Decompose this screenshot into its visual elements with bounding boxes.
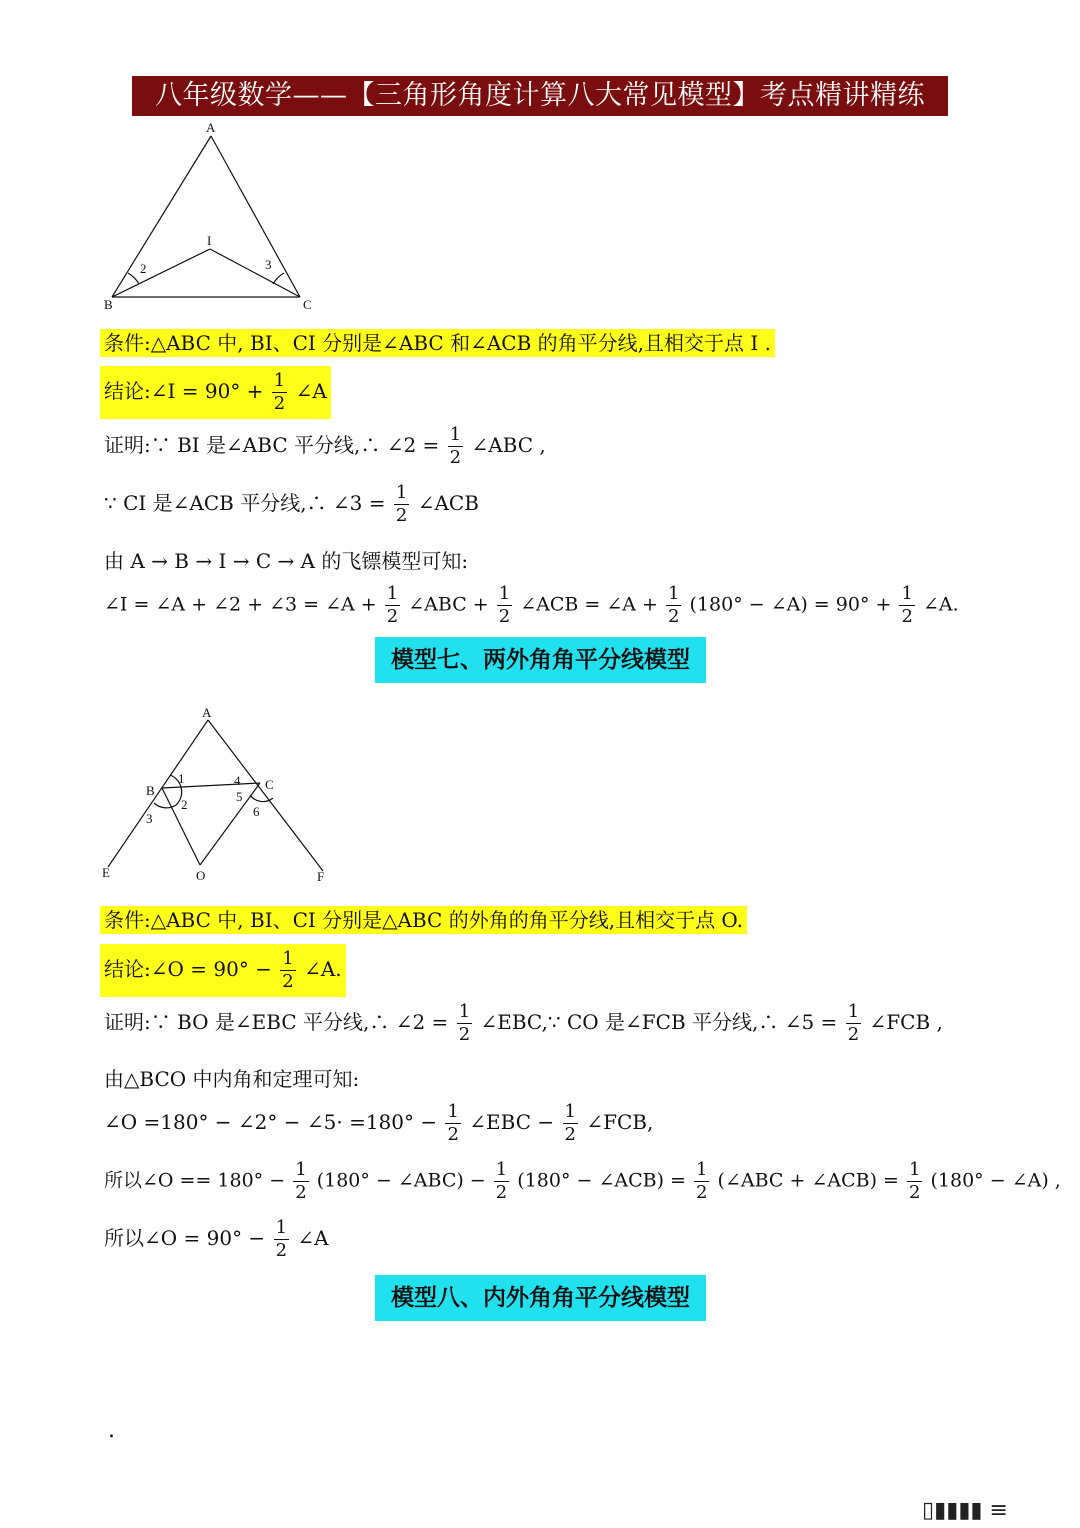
model7-proof-line5: 所以∠O = 90° − $\frac{1}{2}$ ∠A (104, 1217, 329, 1261)
segment-CO (200, 783, 260, 865)
label-O: O (196, 868, 206, 883)
label-E: E (102, 865, 110, 880)
label-I: I (207, 233, 212, 248)
label-B: B (146, 783, 155, 798)
section-title-model8: 模型八、内外角角平分线模型 (375, 1275, 706, 1321)
stray-dot: . (108, 1418, 115, 1443)
model7-proof-line3: ∠O =180° − ∠2° − ∠5· =180° − $\frac{1}{2}$ ∠EBC − $\frac{1}{2}$ ∠FCB, (104, 1101, 654, 1145)
segment-AF (208, 720, 323, 871)
model7-condition (104, 904, 747, 933)
segment-BC (162, 783, 260, 788)
model6-proof-line2: ∵ CI 是∠ACB 平分线,∴ ∠3 = $\frac{1}{2}$ ∠ACB (104, 482, 479, 526)
label-A: A (202, 705, 212, 720)
label-F: F (317, 869, 325, 884)
angle-arc-C (250, 795, 273, 802)
model6-proof-line3: 由 A → B → I → C → A 的飞镖模型可知: (104, 549, 469, 573)
label-angle-2: 2 (140, 261, 147, 276)
model7-proof-line2: 由△BCO 中内角和定理可知: (104, 1067, 360, 1091)
model7-condition-text: 条件:△ABC 中, BI、CI 分别是△ABC 的外角的角平分线,且相交于点 O. (100, 906, 747, 934)
page-banner-title: 八年级数学——【三角形角度计算八大常见模型】考点精讲精练 (132, 76, 948, 116)
model7-proof-line1: 证明:∵ BO 是∠EBC 平分线,∴ ∠2 = $\frac{1}{2}$ ∠EBC,∵ CO 是∠FCB 平分线,∴ ∠5 = $\frac{1}{2}$ ∠FCB , (104, 1001, 943, 1045)
label-angle-2: 2 (181, 797, 188, 812)
model7-proof-line4: 所以∠O == 180° − $\frac{1}{2}$ (180° − ∠ABC) − $\frac{1}{2}$ (180° − ∠ACB) = $\frac{1}{2}$ (∠ABC + ∠ACB) = $\frac{1}{2}$ (180° − ∠A) , (104, 1159, 1061, 1203)
angle-arc-3 (273, 273, 284, 284)
model6-condition-text: 条件:△ABC 中, BI、CI 分别是∠ABC 和∠ACB 的角平分线,且相交于点 I . (100, 329, 775, 357)
label-angle-4: 4 (234, 773, 241, 788)
angle-arc-2 (128, 273, 139, 284)
label-angle-1: 1 (178, 771, 185, 786)
label-angle-3: 3 (265, 257, 272, 272)
label-B: B (104, 297, 113, 312)
label-angle-6: 6 (253, 804, 260, 819)
model6-condition (104, 327, 775, 356)
model6-conclusion: 结论:∠I = 90° + $\frac{1}{2}$ ∠A (104, 366, 331, 419)
label-A: A (206, 120, 216, 135)
figure-two-exterior-bisectors (98, 705, 338, 890)
model7-conclusion: 结论:∠O = 90° − $\frac{1}{2}$ ∠A. (104, 944, 346, 997)
model6-proof-line1: 证明:∵ BI 是∠ABC 平分线,∴ ∠2 = $\frac{1}{2}$ ∠ABC , (104, 424, 546, 468)
label-C: C (265, 777, 274, 792)
section-title-model7: 模型七、两外角角平分线模型 (375, 637, 706, 683)
viewer-toolbar-icon[interactable]: ▯▮▮▮▮ ≡ (922, 1498, 1008, 1523)
figure-triangle-incenter (100, 118, 330, 318)
label-angle-5: 5 (236, 789, 243, 804)
label-angle-3: 3 (146, 811, 153, 826)
model6-proof-line4: ∠I = ∠A + ∠2 + ∠3 = ∠A + $\frac{1}{2}$ ∠ABC + $\frac{1}{2}$ ∠ACB = ∠A + $\frac{1}{2}$ (180° − ∠A) = 90° + $\frac{1}{2}$ ∠A. (104, 583, 959, 627)
segment-AE (108, 720, 208, 867)
label-C: C (303, 297, 312, 312)
